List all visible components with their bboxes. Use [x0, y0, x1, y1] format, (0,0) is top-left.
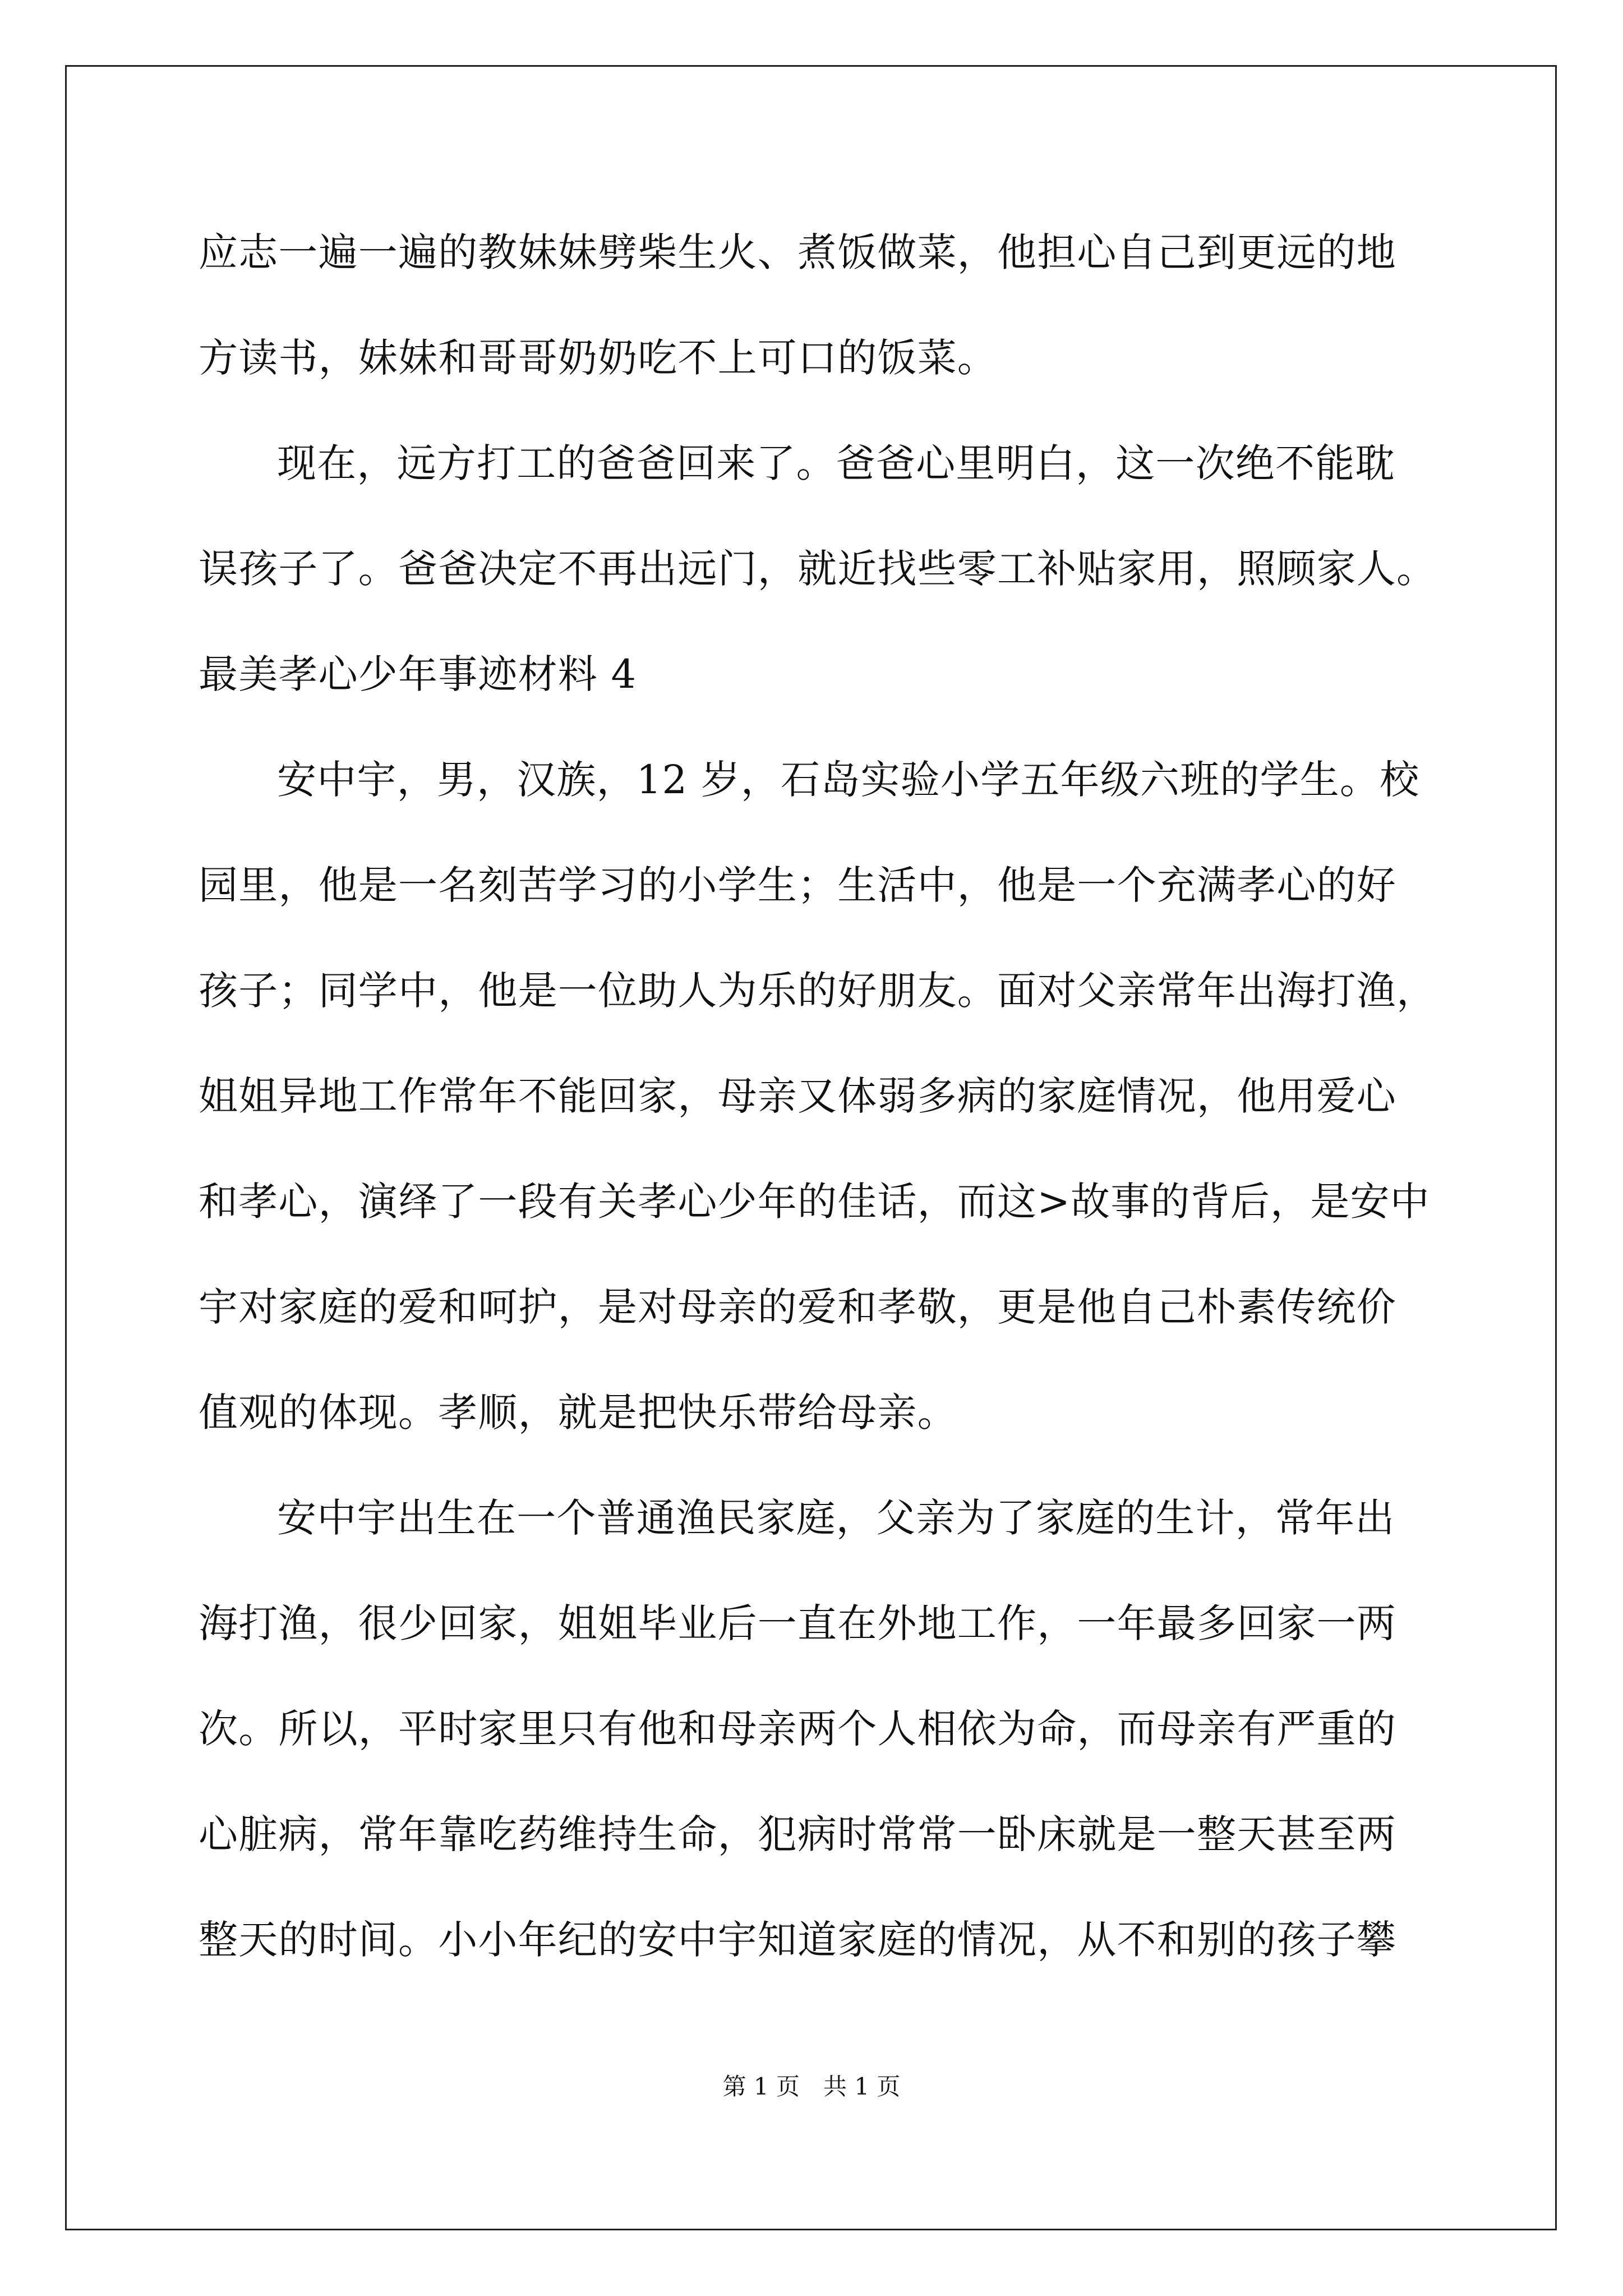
text-line: 和孝心，演绎了一段有关孝心少年的佳话，而这>故事的背后，是安中: [199, 1179, 1430, 1225]
page-number-footer: 第 1 页 共 1 页: [722, 2073, 901, 2100]
text-line: 心脏病，常年靠吃药维持生命，犯病时常常一卧床就是一整天甚至两: [199, 1811, 1396, 1857]
text-line: 海打渔，很少回家，姐姐毕业后一直在外地工作，一年最多回家一两: [199, 1600, 1396, 1646]
text-line: 误孩子了。爸爸决定不再出远门，就近找些零工补贴家用，照顾家人。: [199, 546, 1437, 592]
paragraph-start: 现在，远方打工的爸爸回来了。爸爸心里明白，这一次绝不能耽: [277, 440, 1395, 486]
paragraph-start: 安中宇，男，汉族，12 岁，石岛实验小学五年级六班的学生。校: [277, 757, 1420, 803]
text-line: 整天的时间。小小年纪的安中宇知道家庭的情况，从不和别的孩子攀: [199, 1917, 1396, 1963]
text-line: 值观的体现。孝顺，就是把快乐带给母亲。: [199, 1389, 957, 1435]
text-line: 次。所以，平时家里只有他和母亲两个人相依为命，而母亲有严重的: [199, 1706, 1396, 1752]
text-line: 应志一遍一遍的教妹妹劈柴生火、煮饭做菜，他担心自己到更远的地: [199, 229, 1396, 275]
text-line: 孩子；同学中，他是一位助人为乐的好朋友。面对父亲常年出海打渔，: [199, 968, 1437, 1014]
document-body: [199, 200, 1437, 1993]
text-line: 方读书，妹妹和哥哥奶奶吃不上可口的饭菜。: [199, 335, 997, 381]
text-line: 园里，他是一名刻苦学习的小学生；生活中，他是一个充满孝心的好: [199, 862, 1396, 908]
paragraph-start: 安中宇出生在一个普通渔民家庭，父亲为了家庭的生计，常年出: [277, 1495, 1395, 1541]
text-line: 宇对家庭的爱和呵护，是对母亲的爱和孝敬，更是他自己朴素传统价: [199, 1284, 1396, 1330]
text-line: 姐姐异地工作常年不能回家，母亲又体弱多病的家庭情况，他用爱心: [199, 1073, 1396, 1119]
section-heading: 最美孝心少年事迹材料 4: [199, 651, 637, 697]
